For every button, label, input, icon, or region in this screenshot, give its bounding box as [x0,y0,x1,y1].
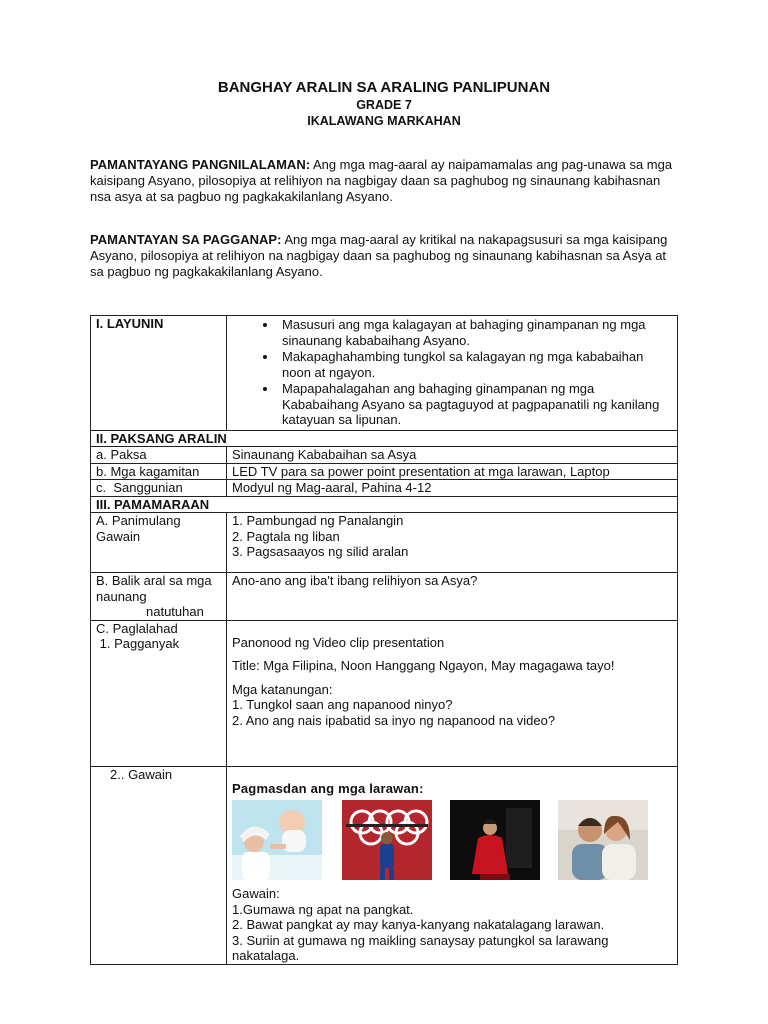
list-item: 3. Pagsasaayos ng silid aralan [232,544,409,559]
list-item: • Masusuri ang mga kalagayan at bahaging ginampanan ng mga sinaunang kababaihang Asyano. [278,317,672,348]
image-row [232,800,672,880]
kagamitan-label: b. Mga kagamitan [91,463,227,480]
table-row [91,620,678,766]
table-row [91,316,678,431]
paglalahad-cell [91,620,227,766]
content-standard-label: PAMANTAYANG PANGNILALAMAN: [90,157,311,172]
pagganyak-label: 1. Pagganyak [96,636,180,651]
list-item: 2. Ano ang nais ipabatid sa inyo ng napanood na video? [232,712,556,728]
lesson-plan-table [90,315,678,965]
balik-aral-label: B. Balik aral sa mga naunang [96,573,212,604]
gawain-label-cell [91,766,227,964]
layunin-cell [91,316,227,431]
list-item: 1. Tungkol saan ang napanood ninyo? [232,697,453,712]
table-row [91,447,678,464]
layunin-label: I. LAYUNIN [96,316,164,331]
pagganyak-cell [227,620,678,766]
sanggunian-label: c. Sanggunian [91,480,227,497]
kagamitan-value: LED TV para sa power point presentation at mga larawan, Laptop [227,463,678,480]
list-item: • Mapapahalagahan ang bahaging ginampanan ng mga Kababaihang Asyano sa pagtaguyod at pagpapanatili ng kanilang katayuan sa lipunan. [278,381,672,428]
table-row [91,573,678,621]
paglalahad-label: C. Paglalahad [96,620,178,636]
list-item: • Makapaghahambing tungkol sa kalagayan ng mga kababaihan noon at ngayon. [278,349,672,380]
paksang-aralin-header [91,430,678,447]
video-title: Title: Mga Filipina, Noon Hanggang Ngayon, May magagawa tayo! [232,658,615,673]
couple-image [558,800,648,880]
performance-standard [90,232,682,280]
sanggunian-value: Modyul ng Mag-aaral, Pahina 4-12 [227,480,678,497]
table-row [91,766,678,964]
pagganyak-text: Panonood ng Video clip presentation [232,634,445,650]
list-item: 2. Pagtala ng liban [232,528,340,544]
paksa-value: Sinaunang Kababaihan sa Asya [227,447,678,464]
table-row [91,463,678,480]
gawain-cell [227,766,678,964]
table-row [91,496,678,513]
table-row [91,430,678,447]
woman-red-dress-image [450,800,540,880]
document-title: BANGHAY ARALIN SA ARALING PANLIPUNAN [217,79,551,96]
panimulang-cell [227,513,678,573]
list-item: 1.Gumawa ng apat na pangkat. [232,901,414,917]
list-item: 2. Bawat pangkat ay may kanya-kanyang nakatalagang larawan. [232,917,605,932]
paksang-aralin-label: II. PAKSANG ARALIN [96,430,227,446]
paksa-label: a. Paksa [91,447,227,464]
content-standard-text: Ang mga mag-aaral ay naipamamalas ang pag-unawa sa mga kaisipang Asyano, pilosopiya at relihiyon na nagbigay daan sa paghubog ng sinaunang kabihasnan nsa asya at sa pagbuo ng pagkakakilanlang Asyano. [90,157,673,204]
pamamaraan-label: III. PAMAMARAAN [96,496,210,512]
table-row [91,480,678,497]
quarter-label: IKALAWANG MARKAHAN [307,114,461,128]
balik-aral-value: Ano-ano ang iba't ibang relihiyon sa Asya? [227,573,678,621]
performance-standard-text: Ang mga mag-aaral ay kritikal na nakapagsusuri sa mga kaisipang Asyano, pilosopiya at relihiyon na nagbigay daan sa paghubog ng sinaunang kabihasnan sa Asya at sa pagbuo ng pagkakakilanlang Asyano. [90,232,668,279]
balik-aral-label-2: natutuhan [146,604,204,619]
weightlifter-image [342,800,432,880]
balik-aral-cell [91,573,227,621]
table-row [91,513,678,573]
objectives-list [232,317,672,428]
layunin-list-cell [227,316,678,431]
performance-standard-label: PAMANTAYAN SA PAGGANAP: [90,232,282,247]
gawain-heading: Gawain: [232,886,280,901]
pagmasdan-label: Pagmasdan ang mga larawan: [232,780,424,796]
katanungan-label: Mga katanungan: [232,681,333,697]
content-standard [90,157,682,205]
grade-level: GRADE 7 [356,98,412,112]
gawain-label: 2.. Gawain [110,766,173,782]
list-item: 3. Suriin at gumawa ng maikling sanaysay patungkol sa larawang nakatalaga. [232,932,609,963]
pamamaraan-header [91,496,678,513]
list-item: 1. Pambungad ng Panalangin [232,513,404,528]
panimulang-label: A. Panimulang Gawain [91,513,227,573]
mother-baby-image [232,800,322,880]
